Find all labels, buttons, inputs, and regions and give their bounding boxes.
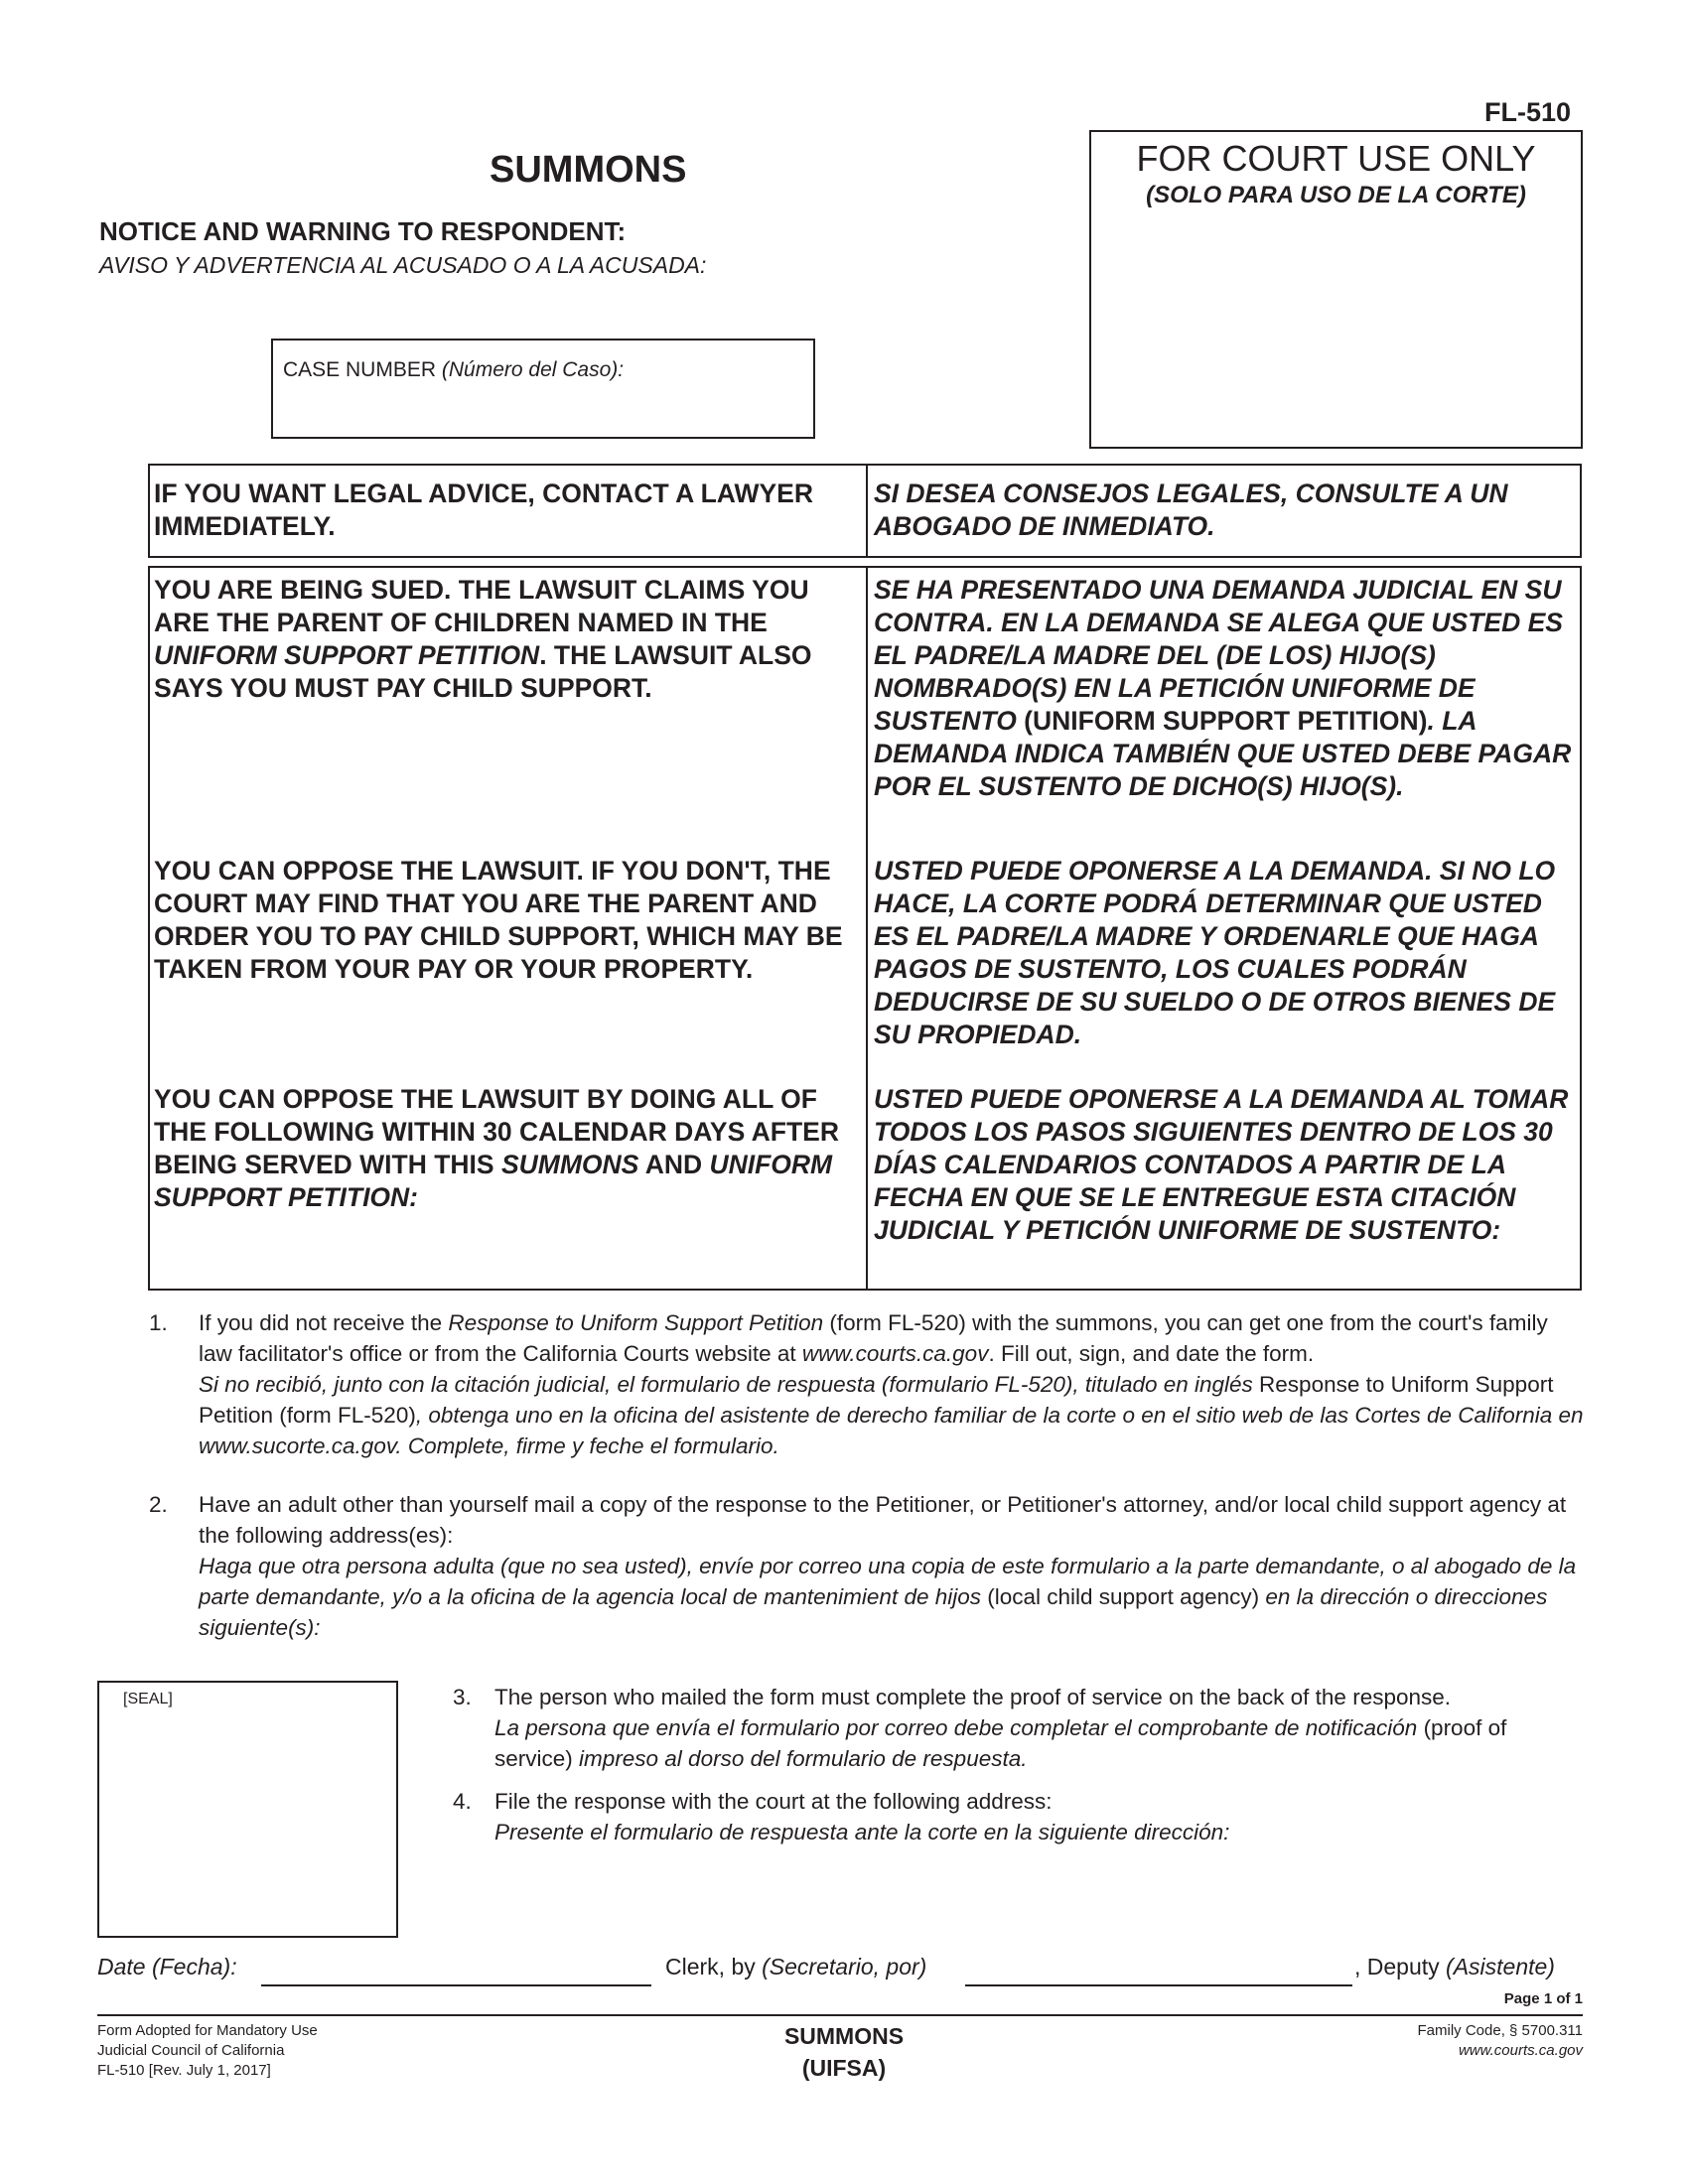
- instruction-1-en: If you did not receive the Response to Uniform Support Petition (form FL-520) with the summons, you can get one from the court's family law facilitator's office or from the California Courts website at www.courts.ca.gov. Fill out, sign, and date the form.: [199, 1310, 1548, 1366]
- footer-citation: [1418, 2021, 1584, 2061]
- instruction-4: [494, 1786, 1587, 1847]
- footer-adoption: [97, 2021, 318, 2081]
- instruction-2-es: Haga que otra persona adulta (que no sea usted), envíe por correo una copia de este formulario a la parte demandante, o al abogado de la parte demandante, y/o a la oficina de la agencia local de mantenimient de hijos (local child support agency) en la dirección o direcciones siguiente(s):: [199, 1554, 1577, 1640]
- clerk-signature-line[interactable]: [965, 1984, 1352, 1986]
- date-label: Date (Fecha):: [97, 1954, 237, 1979]
- instruction-1-es: Si no recibió, junto con la citación judicial, el formulario de respuesta (formulario FL-520), titulado en inglés Response to Uniform Support Petition (form FL-520), obtenga uno en la oficina del asistente de derecho familiar de la corte o en el sitio web de las Cortes de California en www.sucorte.ca.gov. Complete, firme y feche el formulario.: [199, 1372, 1584, 1458]
- case-number-field[interactable]: [271, 339, 815, 439]
- court-use-label-es: (SOLO PARA USO DE LA CORTE): [1146, 182, 1526, 208]
- item-number-3: 3.: [453, 1685, 472, 1709]
- notice-heading: NOTICE AND WARNING TO RESPONDENT:: [99, 216, 627, 246]
- instruction-3-en: The person who mailed the form must complete the proof of service on the back of the response.: [494, 1685, 1452, 1709]
- seal-label: [SEAL]: [123, 1691, 173, 1707]
- instruction-4-es: Presente el formulario de respuesta ante la corte en la siguiente dirección:: [494, 1820, 1230, 1844]
- oppose-paragraph: YOU CAN OPPOSE THE LAWSUIT. IF YOU DON'T, THE COURT MAY FIND THAT YOU ARE THE PARENT AND ORDER YOU TO PAY CHILD SUPPORT, WHICH MAY BE TAKEN FROM YOUR PAY OR YOUR PROPERTY.: [154, 856, 843, 984]
- footer-title-block: [655, 2020, 1033, 2084]
- item-number-2: 2.: [149, 1492, 168, 1517]
- instruction-3-es: La persona que envía el formulario por correo debe completar el comprobante de notificación (proof of service) impreso al dorso del formulario de respuesta.: [494, 1715, 1507, 1771]
- court-use-label: FOR COURT USE ONLY: [1136, 138, 1536, 179]
- steps-paragraph-es: USTED PUEDE OPONERSE A LA DEMANDA AL TOMAR TODOS LOS PASOS SIGUIENTES DENTRO DE LOS 30 DÍAS CALENDARIOS CONTADOS A PARTIR DE LA FECHA EN QUE SE LE ENTREGUE ESTA CITACIÓN JUDICIAL Y PETICIÓN UNIFORME DE SUSTENTO:: [874, 1084, 1569, 1245]
- instruction-1: [199, 1307, 1584, 1461]
- date-input-line[interactable]: [261, 1984, 651, 1986]
- instruction-4-en: File the response with the court at the following address:: [494, 1789, 1053, 1814]
- instruction-2: [199, 1489, 1584, 1643]
- footer-url[interactable]: www.courts.ca.gov: [1458, 2042, 1583, 2059]
- footer-subtitle: (UIFSA): [801, 2055, 887, 2081]
- page-number: Page 1 of 1: [1503, 1990, 1583, 2007]
- item-number-4: 4.: [453, 1789, 472, 1814]
- page-title: SUMMONS: [490, 149, 687, 191]
- lawsuit-notice-es: [868, 568, 1580, 1289]
- form-number: FL-510: [1483, 97, 1571, 127]
- legal-advice-row: [148, 464, 1582, 558]
- oppose-paragraph-es: USTED PUEDE OPONERSE A LA DEMANDA. SI NO LO HACE, LA CORTE PODRÁ DETERMINAR QUE USTED ES EL PADRE/LA MADRE Y ORDENARLE QUE HAGA PAGOS DE SUSTENTO, LOS CUALES PODRÁN DEDUCIRSE DE SU SUELDO O DE OTROS BIENES DE SU PROPIEDAD.: [874, 856, 1556, 1049]
- sued-paragraph-es: SE HA PRESENTADO UNA DEMANDA JUDICIAL EN SU CONTRA. EN LA DEMANDA SE ALEGA QUE USTED ES EL PADRE/LA MADRE DEL (DE LOS) HIJO(S) NOMBRADO(S) EN LA PETICIÓN UNIFORME DE SUSTENTO (UNIFORM SUPPORT PETITION). LA DEMANDA INDICA TAMBIÉN QUE USTED DEBE PAGAR POR EL SUSTENTO DE DICHO(S) HIJO(S).: [874, 575, 1572, 801]
- case-number-label: CASE NUMBER: [283, 358, 437, 381]
- court-use-box[interactable]: [1089, 130, 1583, 449]
- deputy-label: , Deputy (Asistente): [1354, 1954, 1555, 1979]
- lawsuit-notice-box: [148, 566, 1582, 1291]
- footer-adopted-line-2: Judicial Council of California: [97, 2042, 285, 2059]
- notice-heading-es: AVISO Y ADVERTENCIA AL ACUSADO O A LA ACUSADA:: [99, 252, 707, 278]
- lawsuit-notice-en: [150, 568, 868, 1289]
- legal-advice-es: SI DESEA CONSEJOS LEGALES, CONSULTE A UN ABOGADO DE INMEDIATO.: [874, 478, 1508, 541]
- instruction-3: [494, 1682, 1587, 1774]
- item-number-1: 1.: [149, 1310, 168, 1335]
- seal-box: [97, 1681, 398, 1938]
- footer-adopted-line-3: FL-510 [Rev. July 1, 2017]: [97, 2062, 271, 2079]
- case-number-label-es: (Número del Caso):: [441, 358, 625, 381]
- footer-adopted-line-1: Form Adopted for Mandatory Use: [97, 2022, 318, 2039]
- sued-paragraph: YOU ARE BEING SUED. THE LAWSUIT CLAIMS YOU ARE THE PARENT OF CHILDREN NAMED IN THE UNIFORM SUPPORT PETITION. THE LAWSUIT ALSO SAYS YOU MUST PAY CHILD SUPPORT.: [154, 575, 812, 703]
- clerk-label: Clerk, by (Secretario, por): [665, 1954, 927, 1979]
- steps-paragraph: YOU CAN OPPOSE THE LAWSUIT BY DOING ALL OF THE FOLLOWING WITHIN 30 CALENDAR DAYS AFTER BEING SERVED WITH THIS SUMMONS AND UNIFORM SUPPORT PETITION:: [154, 1084, 839, 1212]
- footer-divider: [97, 2014, 1583, 2016]
- instruction-2-en: Have an adult other than yourself mail a copy of the response to the Petitioner, or Petitioner's attorney, and/or local child support agency at the following address(es):: [199, 1492, 1567, 1548]
- legal-advice-en: IF YOU WANT LEGAL ADVICE, CONTACT A LAWYER IMMEDIATELY.: [150, 466, 868, 556]
- footer-code: Family Code, § 5700.311: [1417, 2022, 1583, 2039]
- footer-title: SUMMONS: [783, 2023, 905, 2049]
